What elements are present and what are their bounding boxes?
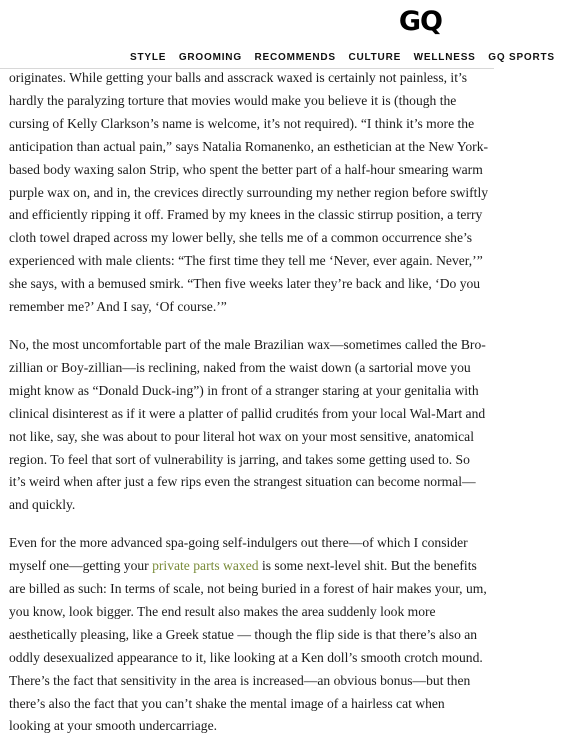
paragraph-text: is some next-level shit. But the benefits are billed as such: In terms of scale, not being buried in a forest of hair makes your, um, you know, look bigger. The end result also makes the area suddenly look more aesthetically pleasing, like a Greek statue — though the flip side is that there’s also an oddly desexualized appearance to it, like looking at a Ken doll’s smooth crotch mound. There’s the fact that sensitivity in the area is increased—an obvious bonus—but then there’s also the fact that you can’t shake the mental image of a hairless cat when looking at your smooth undercarriage. <box>9 558 487 734</box>
site-header <box>0 0 555 69</box>
gq-logo[interactable]: GQ <box>398 6 442 37</box>
nav-style[interactable]: STYLE <box>130 52 167 63</box>
nav-recommends[interactable]: RECOMMENDS <box>254 52 336 63</box>
nav-culture[interactable]: CULTURE <box>348 52 402 63</box>
paragraph-text: Even for the more advanced spa-going self-indulgers out there—of which I consider myself one—getting your <box>9 535 468 574</box>
main-nav <box>130 52 564 63</box>
nav-grooming[interactable]: GROOMING <box>178 52 242 63</box>
article-body <box>9 67 489 753</box>
nav-gq-sports[interactable]: GQ SPORTS <box>488 52 555 63</box>
private-parts-waxed-link[interactable]: private parts waxed <box>152 558 259 574</box>
article-paragraph-2: No, the most uncomfortable part of the male Brazilian wax—sometimes called the Bro-zillian or Boy-zillian—is reclining, naked from the waist down (a sartorial move you might know as “Donald Duck-ing”) in front of a stranger staring at your genitalia with clinical disinterest as if it were a platter of pallid crudités from your local Wal-Mart and not like, say, she was about to pour literal hot wax on your most sensitive, anatomical region. To feel that sort of vulnerability is jarring, and takes some getting used to. So it’s weird when after just a few rips even the strangest situation can become normal—and quickly. <box>9 336 486 513</box>
article-paragraph-3 <box>9 532 489 738</box>
nav-wellness[interactable]: WELLNESS <box>413 52 476 63</box>
article-paragraph-1: originates. While getting your balls and asscrack waxed is certainly not painless, it’s hardly the paralyzing torture that movies would make you believe it is (though the cursing of Kelly Clarkson’s name is welcome, it’s not required). “I think it’s more the anticipation than actual pain,” says Natalia Romanenko, an esthetician at the New York-based body waxing salon Strip, who spent the better part of a half-hour smearing warm purple wax on, and in, the crevices directly surrounding my nether region before swiftly and efficiently ripping it off. Framed by my knees in the classic stirrup position, a terry cloth towel draped across my lower belly, she tells me of a common occurrence she’s experienced with male clients: “The first time they tell me ‘Never, ever again. Never,’” she says, with a bemused smirk. “Then five weeks later they’re back and like, ‘Do you remember me?’ And I say, ‘Of course.’” <box>9 70 489 315</box>
